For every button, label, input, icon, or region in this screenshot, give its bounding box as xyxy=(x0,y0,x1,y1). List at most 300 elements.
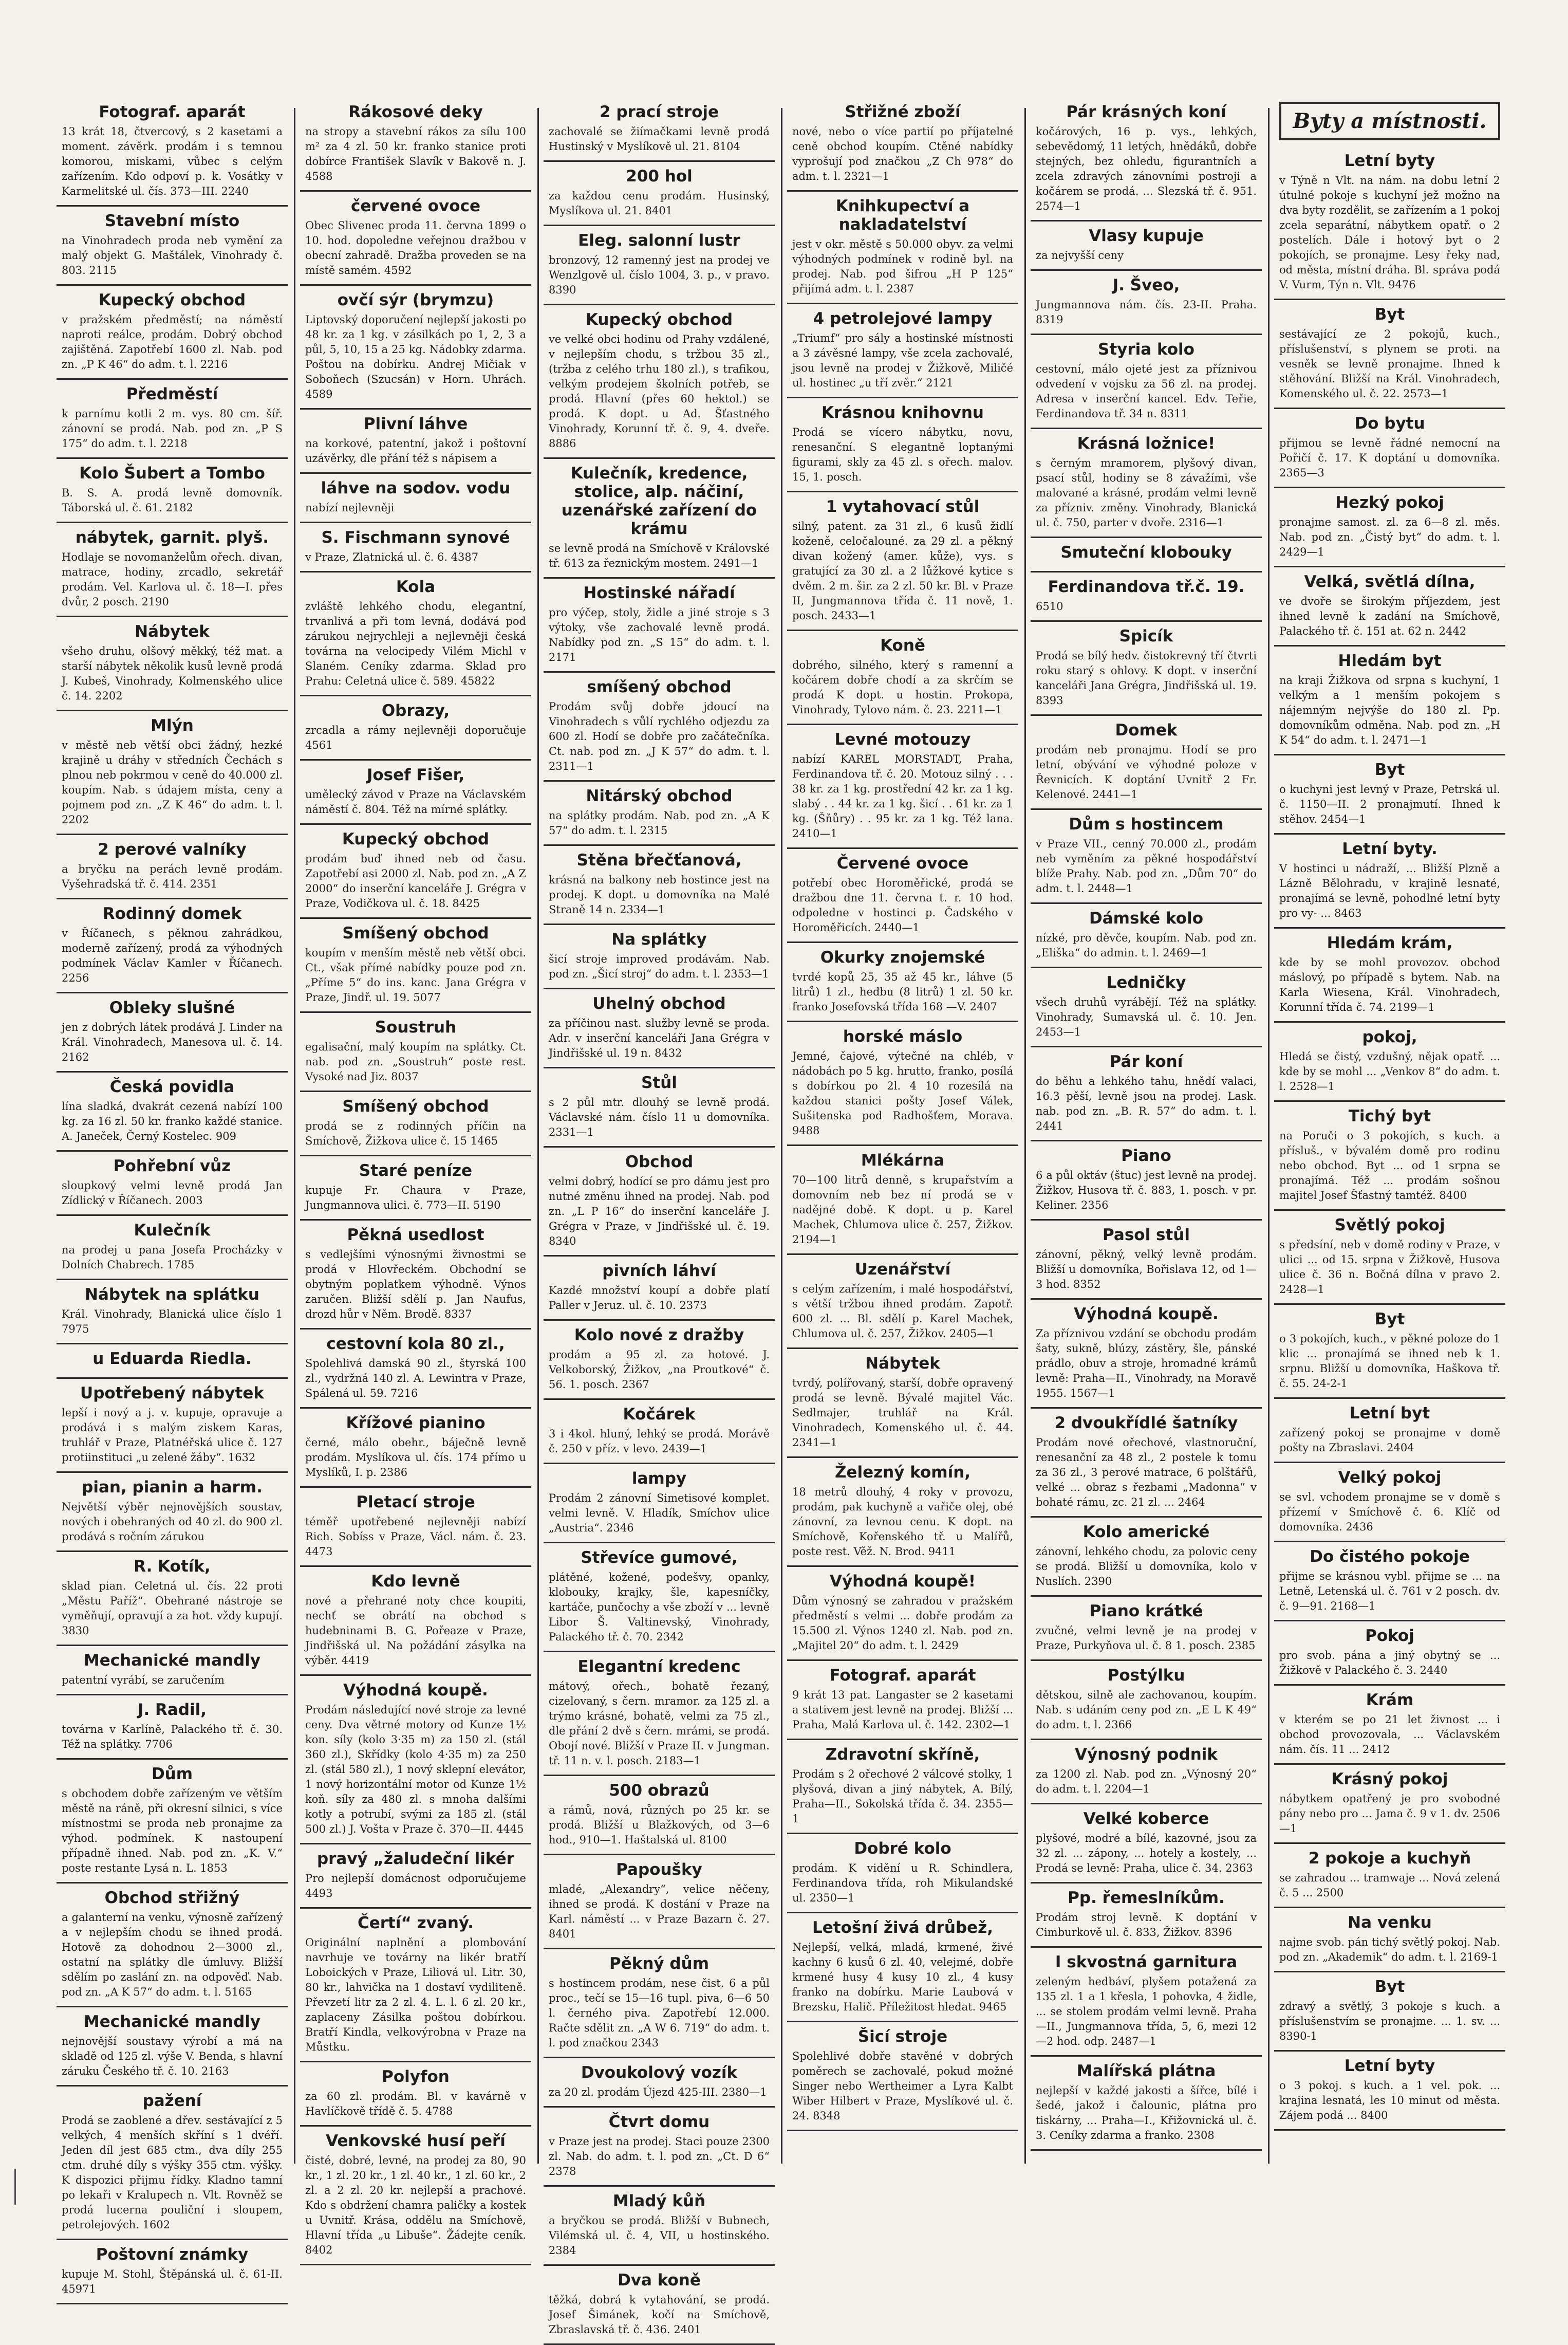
classified-ad xyxy=(544,1855,775,1949)
ad-title: Nitárský obchod xyxy=(586,787,733,805)
classified-ad xyxy=(57,1379,288,1473)
ad-title: Čertí“ zvaný. xyxy=(357,1914,474,1932)
classified-ad xyxy=(1031,810,1262,904)
ad-text: nabízí KAREL MORSTADT, Praha, Ferdinandova tř. č. 20. Motouz silný . . . 38 kr. za 1 kg. prostřední 42 kr. za 1 kg. slabý . . 44 kr. za 1 kg. šicí . . 61 kr. za 1 kg. (Šňůry) . . 95 kr. za 1 kg. Též lana. 2410—1 xyxy=(792,753,1013,840)
ad-text: Prodám nové ořechové, vlastnoruční, renesanční za 48 zl., 2 postele k tomu za 36 zl., 3 perové matrace, 6 polštářů, velké ... obraz s řezbami „Madonna“ v bohaté rámu, zc. 21 zl. ... 2464 xyxy=(1036,1436,1257,1508)
classified-ad xyxy=(787,492,1018,631)
classified-ad xyxy=(787,725,1018,849)
ad-text: Obec Slivenec proda 11. června 1899 o 10. hod. dopoledne veřejnou dražbou v obecní zahradě. Dražba proveden se na místě samém. 4592 xyxy=(305,219,526,276)
ad-title: Krám xyxy=(1366,1691,1414,1709)
classified-ad xyxy=(544,782,775,846)
classified-ad xyxy=(1031,271,1262,335)
ad-text: do běhu a lehkého tahu, hnědí valaci, 16.3 pěší, levně jsou na prodej. Lask. nab. pod zn. „B. R. 57“ do adm. t. l. 2441 xyxy=(1036,1075,1257,1132)
ad-text: o 3 pokoj. s kuch. a 1 vel. pok. ... krajina lesnatá, les 10 minut od města. Zájem podá ... 8400 xyxy=(1279,2079,1500,2121)
ad-title: 2 dvoukřídlé šatníky xyxy=(1054,1414,1238,1432)
ad-title: Stavební místo xyxy=(104,212,240,230)
ad-title: Hostinské nářadí xyxy=(583,584,735,602)
ad-title: Výhodná koupě! xyxy=(829,1572,976,1591)
classified-ad xyxy=(300,1092,531,1156)
ad-title: pian, pianin a harm. xyxy=(82,1478,263,1497)
ad-title: Postýlku xyxy=(1107,1666,1185,1685)
ad-text: prodá se z rodinných příčin na Smíchově, Žižkova ulice č. 15 1465 xyxy=(305,1120,526,1147)
ad-title: Kupecký obchod xyxy=(98,291,246,309)
ad-title: Dámské kolo xyxy=(1089,909,1203,928)
ad-title: Nábytek xyxy=(865,1354,940,1373)
classified-ad xyxy=(1031,429,1262,538)
classified-ad xyxy=(300,1013,531,1092)
classified-ad xyxy=(57,2007,288,2087)
ad-title: Uhelný obchod xyxy=(592,994,726,1013)
ad-title: Ledničky xyxy=(1106,973,1186,992)
column-1 xyxy=(57,98,288,2295)
ad-title: Dům s hostincem xyxy=(1069,815,1224,834)
ad-title: Staré peníze xyxy=(359,1161,473,1180)
ad-title: Do čistého pokoje xyxy=(1310,1547,1470,1566)
ad-text: ve dvoře se širokým příjezdem, jest ihned levně k zadání na Smíchově, Palackého tř. č. 151 at. 62 n. 2442 xyxy=(1279,595,1500,637)
ad-text: a bryčku na perách levně prodám. Vyšehradská tř. č. 414. 2351 xyxy=(62,863,283,890)
classified-ad xyxy=(1031,1804,1262,1884)
ad-text: zvláště lehkého chodu, elegantní, trvanlivá a při tom levná, dodává pod zárukou nejrychleji a nejlevněji česká továrna na velocipedy Vilém Michl v Slaném. Ceníky zdarma. Sklad pro Prahu: Celetná ulice č. 589. 45822 xyxy=(305,600,526,687)
ad-text: o kuchyni jest levný v Praze, Petrská ul. č. 1150—II. 2 pronajmutí. Ihned k stěhov. 2454—1 xyxy=(1279,783,1500,825)
ad-text: na Vinohradech proda neb vymění za malý objekt G. Maštálek, Vinohrady č. 803. 2115 xyxy=(62,234,283,276)
classified-ad xyxy=(300,523,531,573)
classified-ad xyxy=(544,1776,775,1855)
classified-ad xyxy=(1274,1463,1505,1542)
ad-title: R. Kotík, xyxy=(134,1557,211,1576)
classified-ad xyxy=(1031,1518,1262,1597)
ad-text: najme svob. pán tichý světlý pokoj. Nab. pod zn. „Akademik“ do adm. t. l. 2169-1 xyxy=(1279,1936,1500,1963)
ad-title: 4 petrolejové lampy xyxy=(813,309,993,328)
ad-title: Pp. řemeslníkům. xyxy=(1068,1889,1225,1907)
ad-title: Mechanické mandly xyxy=(83,1651,261,1670)
classified-ad xyxy=(1031,622,1262,716)
ad-text: zařízený pokoj se pronajme v domě pošty na Zbraslavi. 2404 xyxy=(1279,1427,1500,1454)
ad-text: na prodej u pana Josefa Procházky v Dolních Chabrech. 1785 xyxy=(62,1244,283,1271)
ad-text: prodám buď ihned neb od času. Zapotřebí asi 2000 zl. Nab. pod zn. „A Z 2000“ do inserční kanceláře J. Grégra v Praze, Vodičkova ul. č. 18. 8425 xyxy=(305,853,526,910)
classified-ad xyxy=(1031,904,1262,968)
classified-ad xyxy=(300,410,531,474)
ad-title: Velké koberce xyxy=(1083,1809,1209,1828)
classified-ad xyxy=(300,919,531,1013)
ad-title: Čtvrt domu xyxy=(608,2113,710,2131)
ad-title: Papoušky xyxy=(616,1860,702,1879)
ad-text: kupuje M. Stohl, Štěpánská ul. č. 61-II. 45971 xyxy=(62,2268,283,2295)
ad-title: Rákosové deky xyxy=(348,103,483,121)
ad-title: Nábytek xyxy=(135,622,210,641)
ad-title: smíšený obchod xyxy=(587,678,732,696)
ad-title: Zdravotní skříně, xyxy=(825,1745,980,1764)
ad-title: Byt xyxy=(1374,1978,1405,1996)
ad-text: v Praze VII., cenný 70.000 zl., prodám neb vyměním za pěkné hospodářství blíže Prahy. Nab. pod zn. „Dům 70“ do adm. t. l. 2448—1 xyxy=(1036,838,1257,895)
ad-title: Pár krásných koní xyxy=(1066,103,1226,121)
ad-title: Kola xyxy=(396,578,436,596)
classified-ad xyxy=(57,2240,288,2304)
ad-text: s vedlejšími výnosnými živnostmi se prodá v Hlovřeckém. Obchodní se obytným poplatkem výhodně. Výnos zaručen. Bližší sdělí p. Jan Naufus, drozd hůr v Něm. Brodě. 8337 xyxy=(305,1248,526,1320)
ad-text: za 20 zl. prodám Újezd 425-III. 2380—1 xyxy=(549,2086,767,2098)
ad-title: Vlasy kupuje xyxy=(1089,227,1204,245)
ad-title: Koně xyxy=(880,636,925,655)
ad-title: Piano krátké xyxy=(1089,1602,1203,1620)
ad-title: Letošní živá drůbež, xyxy=(812,1918,993,1937)
ad-text: nejlepší v každé jakosti a šířce, bílé i šedé, jakož i čalounic, plátna pro tiskárny, ... Praha—I., Křižovnická ul. č. 3. Ceníky zdarma a franko. 2308 xyxy=(1036,2084,1257,2141)
classified-ad xyxy=(1031,1141,1262,1221)
classified-ad xyxy=(300,286,531,410)
classified-ad xyxy=(787,192,1018,304)
classified-ad xyxy=(1031,335,1262,429)
classified-ad xyxy=(544,1543,775,1652)
ad-title: Světlý pokoj xyxy=(1334,1216,1445,1234)
ad-text: v pražském předměstí; na náměstí naproti reálce, prodám. Dobrý obchod zajištěná. Zapotřebí 1600 zl. Nab. pod zn. „P K 46“ do adm. t. l. 2216 xyxy=(62,313,283,371)
ad-text: s celým zařízením, i malé hospodářství, s větší tržbou ihned prodám. Zapotř. 600 zl. ... Bl. sdělí p. Karel Machek, Chlumova ul. č. 257, Žižkov. 2405—1 xyxy=(792,1283,1013,1340)
classified-ad xyxy=(1031,221,1262,271)
ad-text: nabízí nejlevněji xyxy=(305,502,395,514)
classified-ad xyxy=(787,1913,1018,2022)
ad-title: Byt xyxy=(1374,1310,1405,1328)
ad-title: Mlékárna xyxy=(861,1151,945,1170)
classified-ad xyxy=(1274,1102,1505,1211)
classified-ad xyxy=(57,98,288,207)
classified-ad xyxy=(1031,1740,1262,1804)
ad-title: Kolo americké xyxy=(1082,1523,1210,1541)
ad-text: se levně prodá na Smíchově v Královské tř. 613 za řeznickým mostem. 2491—1 xyxy=(549,542,770,569)
classified-ad xyxy=(300,825,531,919)
ad-title: červené ovoce xyxy=(350,197,480,215)
ad-title: Mechanické mandly xyxy=(83,2012,261,2031)
ad-title: Výhodná koupě. xyxy=(1074,1305,1219,1323)
ad-text: nejnovější soustavy výrobí a má na skladě od 125 zl. výše V. Benda, s hlavní záruku Českého tř. č. 10. 2163 xyxy=(62,2035,283,2077)
ad-text: za každou cenu prodám. Husinský, Myslíkova ul. 21. 8401 xyxy=(549,190,770,217)
ad-title: Krásnou knihovnu xyxy=(822,403,984,422)
ad-text: potřebí obec Horoměřické, prodá se dražbou dne 11. června t. r. 10 hod. odpoledne v hostinci p. Čadského v Horoměřicích. 2440—1 xyxy=(792,877,1013,934)
ad-text: v kterém se po 21 let živnost ... i obchod provozovala, ... Václavském nám. čís. 11 ... 2412 xyxy=(1279,1713,1500,1756)
ad-title: S. Fischmann synové xyxy=(321,528,510,547)
classified-ad xyxy=(1274,1844,1505,1908)
ad-title: pokoj, xyxy=(1362,1028,1417,1046)
ad-text: se svl. vchodem pronajme se v domě s přízemí v Smíchově č. 6. Klíč od domovníka. 2436 xyxy=(1279,1491,1500,1533)
ad-title: nábytek, garnit. plyš. xyxy=(75,528,269,547)
ad-text: Prodá se vícero nábytku, novu, renesanční. S elegantně loptanými figurami, skly za 45 zl. s ořech. malov. 15, 1. posch. xyxy=(792,426,1013,483)
ad-title: Smíšený obchod xyxy=(342,1097,489,1116)
classified-ad xyxy=(1274,1765,1505,1844)
ad-text: B. S. A. prodá levně domovník. Táborská ul. č. 61. 2182 xyxy=(62,487,283,514)
ad-title: Obleky slušné xyxy=(109,999,235,1017)
ad-text: tvrdé kopů 25, 35 až 45 kr., láhve (5 litrů) 1 zl., hedbu (8 litrů) 1 zl. 50 kr. franko Josefovská třída 168 —V. 2407 xyxy=(792,971,1013,1013)
ad-title: Nábytek na splátku xyxy=(85,1285,259,1304)
ad-title: Josef Fišer, xyxy=(366,766,465,784)
ad-text: jen z dobrých látek prodává J. Linder na Král. Vinohradech, Manesova ul. č. 14. 2162 xyxy=(62,1021,283,1063)
ad-title: Červené ovoce xyxy=(836,854,969,873)
classified-ad xyxy=(1274,567,1505,647)
ad-title: Střižné zboží xyxy=(845,103,961,121)
classified-ad xyxy=(1274,1305,1505,1399)
classified-ad xyxy=(787,1661,1018,1740)
ad-title: Pletací stroje xyxy=(356,1493,475,1511)
ad-title: Na venku xyxy=(1348,1913,1432,1932)
classified-ad xyxy=(1274,1686,1505,1765)
ad-text: na Poruči o 3 pokojích, s kuch. a přísluš., v bývalém domě pro rodinu nebo obchod. Byt ... od 1 srpna se pronajímá. Též ... prodám sošnou majitel Josef Šťastný tamtéž. 8400 xyxy=(1279,1130,1500,1202)
ad-text: kupuje Fr. Chaura v Praze, Jungmannova ulici. č. 773—II. 5190 xyxy=(305,1184,526,1211)
ad-text: Spolehlivá damská 90 zl., štyrská 100 zl., vydržná 140 zl. A. Lewintra v Praze, Spálená ul. 59. 7216 xyxy=(305,1357,526,1399)
ad-text: na stropy a stavební rákos za sílu 100 m² za 4 zl. 50 kr. franko stanice proti dobírce František Slavík v Bakově n. J. 4588 xyxy=(305,125,526,182)
ad-title: Kupecký obchod xyxy=(585,310,733,329)
classified-ad xyxy=(544,846,775,925)
classified-ad xyxy=(1274,300,1505,409)
ad-text: za 1200 zl. Nab. pod zn. „Výnosný 20“ do adm. t. l. 2204—1 xyxy=(1036,1768,1257,1795)
ad-title: I skvostná garnitura xyxy=(1055,1953,1238,1971)
ad-text: pro svob. pána a jiný obytný se ... Žižkově v Palackého č. 3. 2440 xyxy=(1279,1649,1500,1676)
ad-text: 6510 xyxy=(1036,600,1063,613)
ad-title: Malířská plátna xyxy=(1076,2062,1216,2080)
classified-ad xyxy=(57,617,288,711)
classified-ad xyxy=(57,1552,288,1646)
ad-text: šicí stroje improved prodávám. Nab. pod zn. „Šicí stroj“ do adm. t. l. 2353—1 xyxy=(549,953,770,980)
classified-ad xyxy=(1031,573,1262,622)
ad-text: 70—100 litrů denně, s krupařstvím a domovním neb bez ní prodá se v nadějné době. K dopt. u p. Karel Machek, Chlumova ulice č. 257, Žižkov. 2194—1 xyxy=(792,1174,1013,1246)
classified-ad xyxy=(57,1073,288,1152)
ad-text: Kazdé množství koupí a dobře platí Paller v Jeruz. ul. č. 10. 2373 xyxy=(549,1284,770,1312)
ad-text: v městě neb větší obci žádný, hezké krajině u dráhy v středních Čechách s plnou neb pokrmou v ceně do 40.000 zl. koupím. Nab. s údajem místa, ceny a pojmem pod zn. „Z K 46“ do adm. t. l. 2202 xyxy=(62,739,283,826)
ad-text: „Triumf“ pro sály a hostinské místnosti a 3 závěsné lampy, vše zcela zachovalé, jsou levně na prodej v Žižkově, Miličé ul. hostinec „u tří zvěr.“ 2121 xyxy=(792,332,1013,389)
ad-title: Obrazy, xyxy=(381,701,450,720)
classified-ad xyxy=(300,1156,531,1221)
ad-text: plátěné, kožené, podešvy, opanky, klobouky, krajky, šle, kapesníčky, kartáče, punčochy a vše zboží v ... levně Libor Š. Valtinevský, Vinohrady, Palackého tř. č. 70. 2342 xyxy=(549,1571,770,1643)
ad-title: Tichý byt xyxy=(1348,1107,1431,1125)
classified-ad xyxy=(300,761,531,825)
ad-title: Kolo Šubert a Tombo xyxy=(79,464,265,483)
ad-title: Poštovní známky xyxy=(96,2245,249,2264)
ad-text: k parnímu kotli 2 m. vys. 80 cm. šíř. zánovní se prodá. Nab. pod zn. „P S 175“ do adm. t. l. 2218 xyxy=(62,408,283,450)
classified-ad xyxy=(300,1330,531,1409)
classified-ad xyxy=(1274,488,1505,567)
classified-ad xyxy=(1274,1542,1505,1621)
ad-text: dětskou, silně ale zachovanou, koupím. Nab. s udáním ceny pod zn. „E L K 49“ do adm. t. l. 2366 xyxy=(1036,1689,1257,1731)
classified-ad xyxy=(1274,1211,1505,1305)
ad-title: Předměstí xyxy=(126,385,218,403)
ad-title: Byt xyxy=(1374,305,1405,324)
classified-ad xyxy=(1274,929,1505,1023)
ad-text: na splátky prodám. Nab. pod zn. „A K 57“ do adm. t. l. 2315 xyxy=(549,809,770,837)
ad-text: na korkové, patentní, jakož i poštovní uzávěrky, dle přání též s nápisem a xyxy=(305,437,526,465)
ad-text: zvučné, velmi levně je na prodej v Praze, Purkyňova ul. č. 8 1. posch. 2385 xyxy=(1036,1624,1257,1652)
classified-ad xyxy=(1274,1908,1505,1972)
ad-title: Kdo levně xyxy=(371,1572,460,1591)
ad-title: Mlýn xyxy=(151,716,194,735)
classified-ad xyxy=(787,849,1018,943)
ad-title: Křížové pianino xyxy=(346,1414,486,1432)
ad-title: Styria kolo xyxy=(1098,340,1194,359)
classified-ad xyxy=(787,1567,1018,1661)
ad-title: 200 hol xyxy=(626,167,693,186)
column-divider xyxy=(294,108,295,2164)
ad-title: ovčí sýr (brymzu) xyxy=(337,291,494,309)
classified-ad xyxy=(787,1022,1018,1146)
classified-ad xyxy=(300,2062,531,2127)
ad-text: v Praze, Zlatnická ul. č. 6. 4387 xyxy=(305,551,479,563)
classified-ad xyxy=(544,1257,775,1321)
ad-text: Hodlaje se novomanželům ořech. divan, matrace, hodiny, zrcadlo, sekretář prodám. Vel. Karlova ul. č. 18—I. přes dvůr, 2 posch. 2190 xyxy=(62,551,283,608)
classified-ad xyxy=(787,1349,1018,1458)
ad-text: za příčinou nast. služby levně se proda. Adr. v inserční kanceláři Jana Grégra v Jindřišské ul. 19 n. 8432 xyxy=(549,1017,770,1059)
classified-ad xyxy=(57,1646,288,1695)
classified-ad xyxy=(57,1760,288,1884)
ad-text: a bryčkou se prodá. Bližší v Bubnech, Vilémská ul. č. 4, VII, u hostinského. 2384 xyxy=(549,2214,770,2257)
classified-ad xyxy=(1031,1884,1262,1948)
classified-ad xyxy=(544,98,775,162)
classified-ad xyxy=(787,1834,1018,1913)
ad-title: Pár koní xyxy=(1109,1053,1183,1071)
ad-title: Do bytu xyxy=(1354,414,1425,433)
ad-text: zrcadla a rámy nejlevněji doporučuje 4561 xyxy=(305,724,526,751)
ad-title: pravý „žaludeční likér xyxy=(316,1850,515,1868)
ad-title: Pěkná usedlost xyxy=(347,1226,484,1244)
column-3 xyxy=(544,98,775,2336)
classified-ad xyxy=(57,835,288,899)
classified-ad xyxy=(57,286,288,380)
ad-title: Plivní láhve xyxy=(363,415,468,433)
classified-ad xyxy=(57,1695,288,1760)
classified-ad xyxy=(1274,1972,1505,2052)
classified-ad xyxy=(57,1344,288,1379)
ad-text: sloupkový velmi levně prodá Jan Zídlický v Říčanech. 2003 xyxy=(62,1179,283,1207)
ad-text: nízké, pro děvče, koupím. Nab. pod zn. „Eliška“ do admin. t. l. 2469—1 xyxy=(1036,932,1257,959)
ad-text: 13 krát 18, čtvercový, s 2 kasetami a moment. závěrk. prodám i s temnou komorou, miskami, vůbec s celým zařízením. Kdo odpoví p. k. Vosátky v Karmelitské ul. čís. 373—III. 2240 xyxy=(62,125,283,197)
ad-title: láhve na sodov. vodu xyxy=(321,479,511,497)
ad-text: o 3 pokojích, kuch., v pěkné poloze do 1 klic ... pronajímá se ihned neb k 1. srpnu. Bližší u domovníka, Haškova tř. č. 55. 24-2-1 xyxy=(1279,1333,1500,1390)
ad-text: zánovní, lehkého chodu, za polovic ceny se prodá. Bližší u domovníka, kolo v Nuslích. 2390 xyxy=(1036,1545,1257,1587)
classified-ad xyxy=(1031,716,1262,810)
column-6 xyxy=(1274,98,1505,2194)
ad-title: Elegantní kredenc xyxy=(577,1657,741,1676)
classified-ad xyxy=(544,673,775,782)
classified-ad xyxy=(787,98,1018,192)
classified-ad xyxy=(57,1884,288,2007)
classified-ad xyxy=(57,711,288,835)
ad-title: Pasol stůl xyxy=(1103,1226,1190,1244)
ad-text: silný, patent. za 31 zl., 6 kusů židlí koženě, celočalouné. za 29 zl. a pěkný divan kožený (amer. kůže), vys. s gratující za 30 zl. a 2 lůžkové kytice s dvěm. 2 m. šir. za 2 zl. 50 kr. Bl. v Praze II, Jungmannova třída č. 11 nově, 1. posch. 2433—1 xyxy=(792,520,1013,622)
ad-text: těžká, dobrá k vytahování, se prodá. Josef Šimánek, kočí na Smíchově, Zbraslavská tř. č. 436. 2401 xyxy=(549,2294,770,2336)
classified-ad xyxy=(57,459,288,523)
ad-text: Prodám s 2 ořechové 2 válcové stolky, 1 plyšová, divan a jiný nábytek, A. Bílý, Praha—II., Sokolská třída č. 34. 2355—1 xyxy=(792,1768,1013,1825)
ad-title: Piano xyxy=(1121,1147,1171,1165)
classified-ad xyxy=(544,1321,775,1400)
classified-ad xyxy=(1274,835,1505,929)
ad-text: s hostincem prodám, nese čist. 6 a půl proc., tečí se 15—16 tupl. piva, 6—6 50 l. černého piva. Zapotřebí 12.000. Račte sdělit zn. „A W 6. 719“ do adm. t. l. pod značkou 2343 xyxy=(549,1977,770,2049)
ad-text: Prodám stroj levně. K doptání v Cimburkově ul. č. 833, Žižkov. 8396 xyxy=(1036,1911,1257,1938)
ad-text: zdravý a světlý, 3 pokoje s kuch. a příslušenstvím se pronajme. ... 1. sv. ... 8390-1 xyxy=(1279,2000,1500,2042)
classified-ad xyxy=(57,2087,288,2240)
ad-text: Největší výběr nejnovějších soustav, nových i obehraných od 40 zl. do 900 zl. prodává s ročním zárukou xyxy=(62,1501,283,1543)
ad-title: Výhodná koupě. xyxy=(343,1681,488,1700)
classified-ad xyxy=(544,162,775,226)
classified-ad xyxy=(1031,1221,1262,1300)
classified-ad xyxy=(787,2022,1018,2131)
classified-ad xyxy=(1031,538,1262,573)
ad-text: za nejvyšší ceny xyxy=(1036,249,1124,262)
classified-ad xyxy=(787,1146,1018,1255)
ad-title: J. Radil, xyxy=(137,1701,207,1719)
classified-ad xyxy=(57,993,288,1073)
classified-ad xyxy=(300,98,531,192)
ad-text: pro výčep, stoly, židle a jiné stroje s 3 výtoky, vše zachovalé levně prodá. Nabídky pod zn. „S 15“ do adm. t. l. 2171 xyxy=(549,606,770,663)
classified-ad xyxy=(544,2266,775,2345)
classified-ad xyxy=(1274,1399,1505,1463)
classified-ad xyxy=(1031,2057,1262,2151)
ad-text: černé, málo obehr., báječně levně prodám. Myslíkova ul. čís. 174 přímo u Myslíků, I. p. 2386 xyxy=(305,1436,526,1479)
ad-title: Dům xyxy=(151,1765,193,1783)
ad-title: Šicí stroje xyxy=(857,2027,948,2046)
classified-ad xyxy=(787,304,1018,398)
ad-title: Spicík xyxy=(1119,627,1173,645)
classified-ad xyxy=(300,192,531,286)
classified-ad xyxy=(300,696,531,761)
ad-text: jest v okr. městě s 50.000 obyv. za velmi výhodných podmínek v rodině byl. na prodej. Nab. pod šifrou „H P 125“ přijímá adm. t. l. 2387 xyxy=(792,238,1013,295)
ad-title: Výnosný podnik xyxy=(1074,1745,1218,1764)
ad-title: Obchod xyxy=(625,1153,694,1171)
ad-title: Velký pokoj xyxy=(1338,1468,1442,1487)
ad-title: lampy xyxy=(631,1469,687,1488)
ad-text: zeleným hedbáví, plyšem potažená za 135 zl. 1 a 1 křesla, 1 pohovka, 4 židle, ... se stolem prodám velmi levně. Praha—II., Jungmannova třída, 5, 6, mezi 12—2 hod. odp. 2487—1 xyxy=(1036,1975,1257,2047)
ad-text: v Týně n Vlt. na nám. na dobu letní 2 útulné pokoje s kuchyní jež možno na dva byty rozdělit, se zařízením a 1 pokoj zcela separátní, nábytkem opatř. o 2 postelích. Dále i hotový byt o 2 pokojích, se pronajme. Lesy řeky nad, od města, místní dráha. Bl. správa podá V. Vurm, Týn n. Vlt. 9476 xyxy=(1279,174,1500,291)
ad-text: mladé, „Alexandry“, velice něčeny, ihned se prodá. K dostání v Praze na Karl. náměstí ... v Praze Bazarn č. 27. 8401 xyxy=(549,1883,770,1940)
ad-title: Česká povidla xyxy=(109,1078,235,1096)
classified-ad xyxy=(300,474,531,523)
classified-ad xyxy=(1031,1597,1262,1661)
ad-text: ve velké obci hodinu od Prahy vzdálené, v nejlepším chodu, s tržbou 35 zl., (tržba z celého trhu 180 zl.), s trafikou, velkým prodejem školních potřeb, se prodá. Hlavní (přes 60 hektol.) se prodá. K dopt. u Ad. Šťastného Vinohrady, Korunní tř. č. 9, 4. dveře. 8886 xyxy=(549,333,770,450)
classified-ad xyxy=(544,1068,775,1148)
classified-ad xyxy=(300,2127,531,2265)
classified-ad xyxy=(57,1280,288,1344)
ad-text: sestávající ze 2 pokojů, kuch., příslušenství, s plynem se proti. na vesněk se levně pronajme. Ihned k stěhování. Bližší na Král. Vinohradech, Komenského ul. č. 22. 2573—1 xyxy=(1279,328,1500,400)
ad-text: krásná na balkony neb hostince jest na prodej. K dopt. u domovníka na Malé Straně 14 n. 2334—1 xyxy=(549,874,770,916)
classified-ad xyxy=(544,1148,775,1257)
ad-text: nové, nebo o více partií po příjatelné ceně obchod koupím. Ctěné nabídky vyprošují pod značkou „Z Ch 978“ do adm. t. l. 2321—1 xyxy=(792,125,1013,182)
column-divider xyxy=(781,108,782,2164)
classified-ad xyxy=(1274,1621,1505,1686)
ad-text: Dům výnosný se zahradou v pražském předměstí s velmi ... dobře prodám za 15.500 zl. Výnos 1240 zl. Nab. pod zn. „Majitel 20“ do adm. t. l. 2429 xyxy=(792,1595,1013,1652)
classified-ad xyxy=(787,398,1018,492)
ad-text: sklad pian. Celetná ul. čís. 22 proti „Městu Paříž“. Obehrané nástroje se vyměňují, opravují a za hot. vždy kupují. 3830 xyxy=(62,1580,283,1637)
classified-ad xyxy=(57,1152,288,1216)
ad-text: za 60 zl. prodám. Bl. v kavárně v Havlíčkově třídě č. 5. 4788 xyxy=(305,2090,526,2117)
ad-text: velmi dobrý, hodící se pro dámu jest pro nutné změnu ihned na prodej. Nab. pod zn. „L P 16“ do inserční kanceláře J. Grégra v Praze, v Jindřišské ul. č. 19. 8340 xyxy=(549,1175,770,1247)
ad-title: 500 obrazů xyxy=(609,1781,710,1800)
ad-title: 1 vytahovací stůl xyxy=(826,497,980,516)
classified-ad xyxy=(300,573,531,696)
classified-ad xyxy=(544,2108,775,2187)
ad-title: Kolo nové z dražby xyxy=(574,1326,744,1344)
ad-text: přijme se krásnou vybl. přijme se ... na Letně, Letenská ul. č. 761 v 2 posch. dv. č. 9—91. 2168—1 xyxy=(1279,1570,1500,1612)
ad-title: Velká, světlá dílna, xyxy=(1304,573,1476,591)
ad-text: a rámů, nová, různých po 25 kr. se prodá. Bližší u Blažkových, od 3—6 hod., 910—1. Haštalská ul. 8100 xyxy=(549,1804,770,1846)
ad-text: Spolehlivé dobře stavěné v dobrých poměrech se zachovalé, pokud možné Singer nebo Wertheimer a Lyra Kalbt Wiber Hilbert v Praze, Myslíkové ul. č. 24. 8348 xyxy=(792,2050,1013,2122)
classified-ad xyxy=(1031,968,1262,1047)
ad-title: cestovní kola 80 zl., xyxy=(326,1335,505,1353)
ad-title: Okurky znojemské xyxy=(820,948,985,967)
ad-text: prodám a 95 zl. za hotové. J. Velkoborský, Žižkov, „na Proutkové“ č. 56. 1. posch. 2367 xyxy=(549,1349,770,1391)
classified-ad xyxy=(57,899,288,993)
ad-text: Prodám následující nové stroje za levné ceny. Dva větrné motory od Kunze 1½ kon. síly (kolo 3·35 m) za 150 zl. (stál 360 zl.), Skřídky (kolo 4·35 m) za 250 zl. (stál 580 zl.), 1 nový sklepní elevátor, 1 nový horizontální motor od Kunze 1½ koň. síly za 480 zl. s mnoha dalšími kotly a potrubí, svými za 185 zl. (stál 500 zl.) J. Vošta v Praze č. 370—II. 4445 xyxy=(305,1704,526,1835)
classified-ad xyxy=(544,305,775,459)
ad-text: v Praze jest na prodej. Staci pouze 2300 zl. Nab. do adm. t. l. pod zn. „Ct. D 6“ 2378 xyxy=(549,2135,770,2177)
classified-ad xyxy=(1031,1300,1262,1409)
ad-title: horské máslo xyxy=(843,1027,963,1046)
ad-title: Levné motouzy xyxy=(834,730,971,749)
ad-title: Letní byty xyxy=(1344,2057,1435,2075)
ad-title: Smíšený obchod xyxy=(342,924,489,943)
classified-ad xyxy=(544,1949,775,2058)
ad-title: Kulečník, kredence, stolice, alp. náčiní, uzenářské zařízení do krámu xyxy=(561,464,757,538)
ad-title: Venkovské husí peří xyxy=(326,2132,506,2150)
